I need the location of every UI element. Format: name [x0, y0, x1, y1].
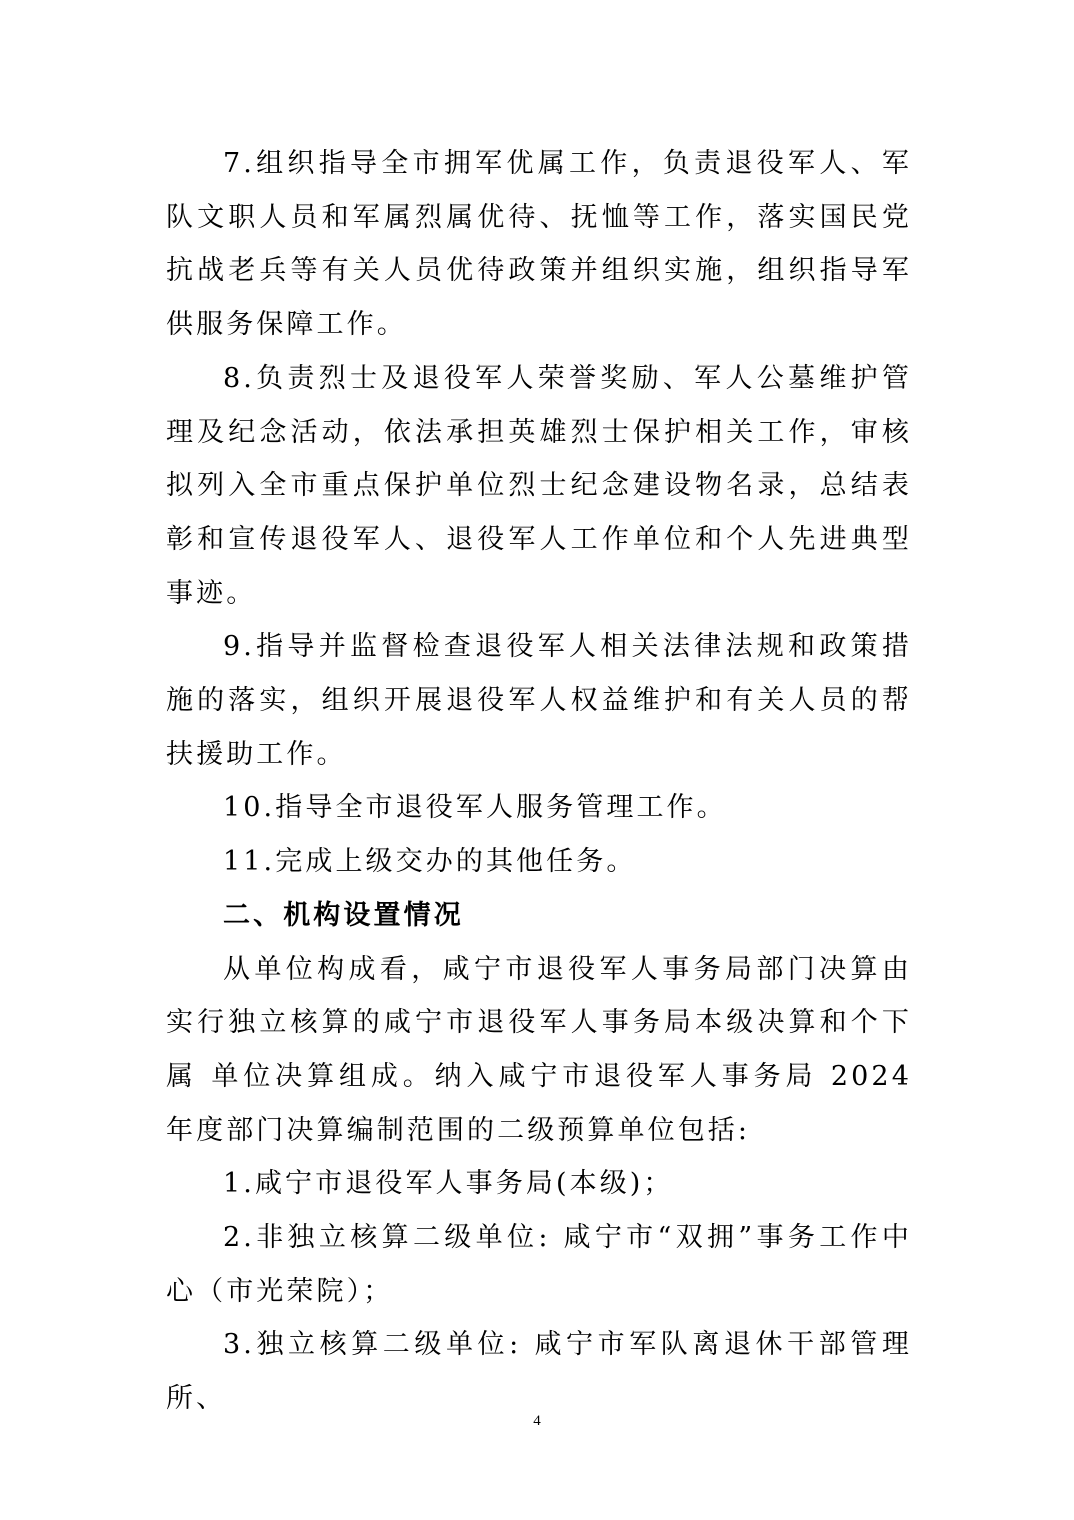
unit-list-item-3: 3.独立核算二级单位: 咸宁市军队离退休干部管理所、 — [166, 1329, 912, 1415]
paragraph-item-10: 10.指导全市退役军人服务管理工作。 — [223, 792, 727, 824]
paragraph-item-11: 11.完成上级交办的其他任务。 — [223, 846, 637, 878]
unit-list-item-2: 2.非独立核算二级单位: 咸宁市“双拥”事务工作中心（市光荣院）； — [166, 1222, 912, 1307]
paragraph-item-7: 7.组织指导全市拥军优属工作，负责退役军人、军队文职人员和军属烈属优待、抚恤等工作，落实国民党抗战老兵等有关人员优待政策并组织实施，组织指导军供服务保障工作。 — [166, 148, 912, 341]
document-body — [166, 137, 912, 1426]
paragraph-item-8: 8.负责烈士及退役军人荣誉奖励、军人公墓维护管理及纪念活动，依法承担英雄烈士保护相关工作，审核拟列入全市重点保护单位烈士纪念建设物名录，总结表彰和宣传退役军人、退役军人工作单位和个人先进典型事迹。 — [166, 362, 912, 609]
section-intro-paragraph: 从单位构成看，咸宁市退役军人事务局部门决算由实行独立核算的咸宁市退役军人事务局本级决算和个下属 单位决算组成。纳入咸宁市退役军人事务局 2024 年度部门决算编制范围的二级预算单位包括: — [166, 953, 912, 1146]
section-heading-org-structure: 二、机构设置情况 — [223, 899, 464, 931]
page-number: 4 — [533, 1413, 541, 1429]
unit-list-item-1: 1.咸宁市退役军人事务局(本级)； — [223, 1168, 674, 1200]
paragraph-item-9: 9.指导并监督检查退役军人相关法律法规和政策措施的落实，组织开展退役军人权益维护和有关人员的帮扶援助工作。 — [166, 631, 912, 770]
